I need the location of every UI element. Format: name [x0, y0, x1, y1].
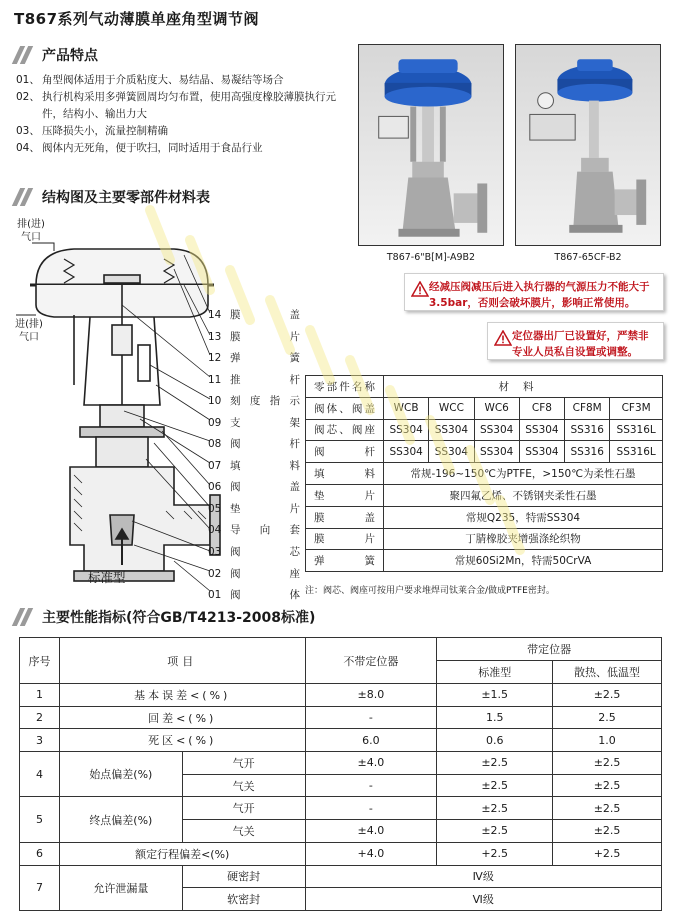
part-label: 06 阀盖: [208, 481, 300, 494]
section-header-structure: 结构图及主要零部件材料表: [10, 186, 210, 208]
slash-marker-icon: [10, 188, 36, 206]
part-label: 03 阀芯: [208, 546, 300, 559]
performance-table: [19, 637, 662, 911]
table-row: 标准型 散热、低温型: [20, 661, 662, 684]
table-row: 1 基本误差<(%) ±8.0 ±1.5 ±2.5: [20, 684, 662, 707]
materials-table: [305, 375, 663, 572]
warning-box-2: 定位器出厂已设置好，严禁非专业人员私自设置或调整。: [487, 322, 664, 360]
valve-photo-icon: [359, 45, 503, 245]
table-row: 气关 - ±2.5 ±2.5: [20, 774, 662, 797]
table-row: 膜盖 常规Q235，特需SS304: [306, 506, 663, 528]
section-header-features: 产品特点: [10, 44, 98, 66]
warning-icon: [494, 330, 512, 346]
part-label: 07 填料: [208, 459, 300, 472]
part-label: 12 弹簧: [208, 352, 300, 365]
table-row: 填料 常规-196~150℃为PTFE，>150℃为柔性石墨: [306, 463, 663, 485]
parts-legend: [208, 305, 300, 607]
table-row: 2 回差<(%) - 1.5 2.5: [20, 706, 662, 729]
part-label: 02 阀座: [208, 567, 300, 580]
table-row: 序号 项目 不带定位器 带定位器: [20, 638, 662, 661]
table-row: 弹簧 常规60Si2Mn，特需50CrVA: [306, 550, 663, 572]
warning-box-1: 经减压阀减压后进入执行器的气源压力不能大于3.5bar，否则会破坏膜片，影响正常使用。: [404, 273, 664, 311]
part-label: 13 膜片: [208, 330, 300, 343]
materials-note: 注：阀芯、阀座可按用户要求堆焊司钛莱合金/做成PTFE密封。: [305, 586, 555, 596]
product-photo-1: [358, 44, 504, 246]
photo-caption-1: T867-6"B[M]-A9B2: [386, 252, 476, 263]
table-row: 阀体、阀盖 WCB WCC WC6 CF8 CF8M CF3M: [306, 397, 663, 419]
part-label: 10 刻度指示: [208, 395, 300, 408]
part-label: 09 支架: [208, 416, 300, 429]
list-item: 02、 执行机构采用多弹簧圆周均匀布置，使用高强度橡胶薄膜执行元件，结构小、输出力大: [16, 91, 336, 120]
warning-icon: [411, 281, 429, 297]
valve-photo-icon: [516, 45, 660, 245]
table-row: 膜片 丁腈橡胶夹增强涤纶织物: [306, 528, 663, 550]
slash-marker-icon: [10, 608, 36, 626]
port-label-top: 排(进)气口: [17, 219, 45, 243]
table-row: 6 额定行程偏差<(%) +4.0 +2.5 +2.5: [20, 842, 662, 865]
part-label: 05 垫片: [208, 502, 300, 515]
table-row: 4 始点偏差(%) 气开 ±4.0 ±2.5 ±2.5: [20, 752, 662, 775]
page-title: T867系列气动薄膜单座角型调节阀: [14, 10, 260, 28]
features-list: [16, 72, 346, 157]
list-item: 03、 压降损失小，流量控制精确: [16, 125, 168, 137]
table-row: 3 死区<(%) 6.0 0.6 1.0: [20, 729, 662, 752]
slash-marker-icon: [10, 46, 36, 64]
table-row: 垫片 聚四氟乙烯、不锈钢夹柔性石墨: [306, 484, 663, 506]
section-header-performance: 主要性能指标(符合GB/T4213-2008标准): [10, 606, 315, 628]
product-photo-2: [515, 44, 661, 246]
list-item: 04、 阀体内无死角，便于吹扫，同时适用于食品行业: [16, 142, 263, 154]
table-row: 阀芯、阀座 SS304 SS304 SS304 SS304 SS316 SS316L: [306, 419, 663, 441]
list-item: 01、 角型阀体适用于介质粘度大、易结晶、易凝结等场合: [16, 74, 284, 86]
diagram-caption: 标准型: [88, 570, 126, 585]
photo-caption-2: T867-65CF-B2: [554, 252, 622, 263]
part-label: 01 阀体: [208, 589, 300, 602]
table-row: 7 允许泄漏量 硬密封 Ⅳ级: [20, 865, 662, 888]
port-label-side: 进(排)气口: [15, 319, 43, 343]
table-row: 气关 ±4.0 ±2.5 ±2.5: [20, 820, 662, 843]
table-row: 软密封 Ⅵ级: [20, 888, 662, 911]
table-row: 零部件名称 材料: [306, 376, 663, 398]
table-row: 5 终点偏差(%) 气开 - ±2.5 ±2.5: [20, 797, 662, 820]
part-label: 11 推杆: [208, 373, 300, 386]
part-label: 14 膜盖: [208, 309, 300, 321]
part-label: 04 导向套: [208, 524, 300, 537]
table-row: 阀杆 SS304 SS304 SS304 SS304 SS316 SS316L: [306, 441, 663, 463]
part-label: 08 阀杆: [208, 438, 300, 451]
